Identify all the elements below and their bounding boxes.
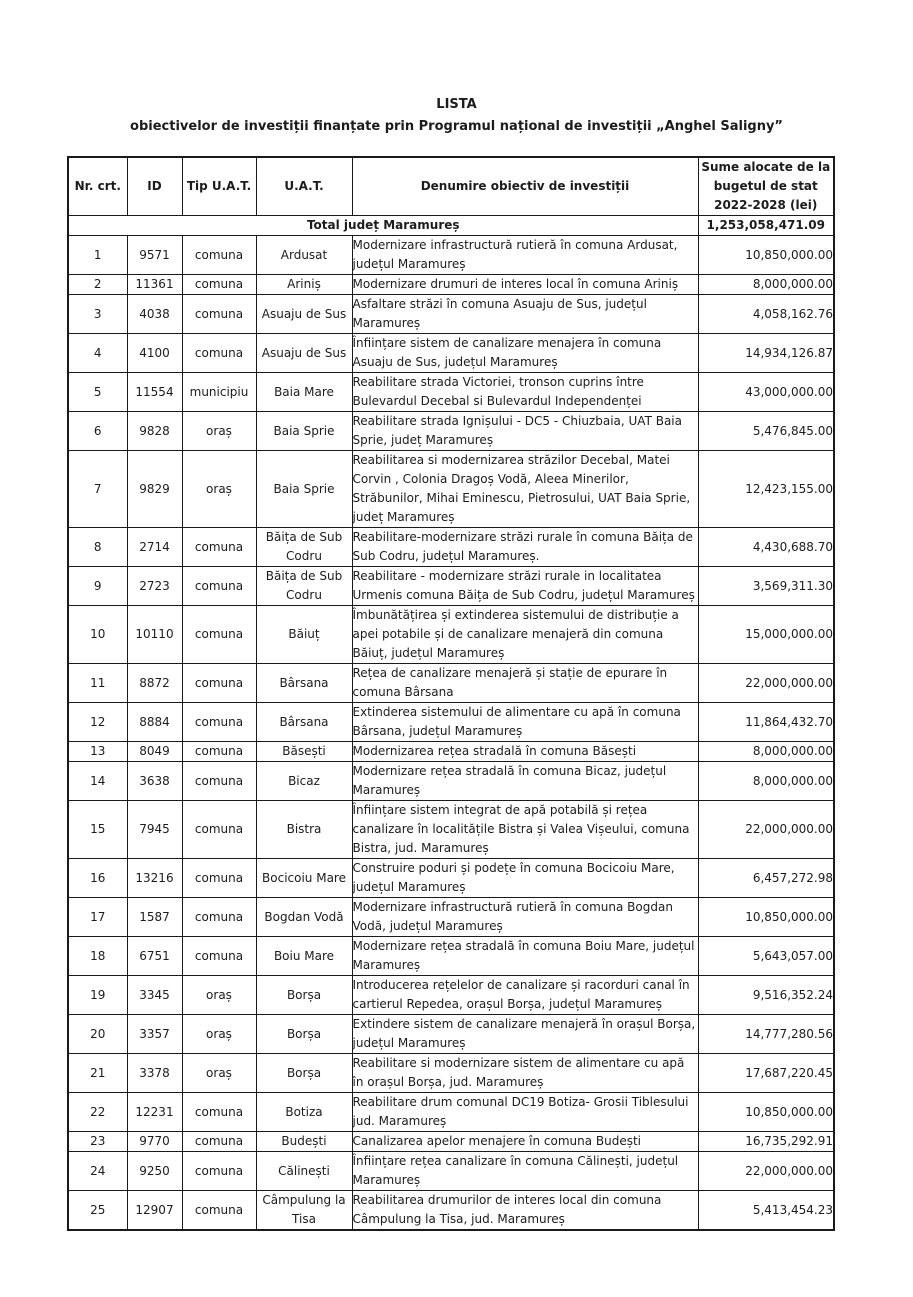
cell-id: 10110 <box>127 606 182 664</box>
cell-tip-uat: comuna <box>182 1191 256 1231</box>
table-row <box>68 976 834 1015</box>
cell-denumire: Reabilitarea drumurilor de interes local din comuna Câmpulung la Tisa, jud. Maramureș <box>352 1191 698 1231</box>
cell-tip-uat: comuna <box>182 275 256 295</box>
cell-tip-uat: comuna <box>182 1093 256 1132</box>
cell-tip-uat: oraș <box>182 1015 256 1054</box>
cell-id: 1587 <box>127 898 182 937</box>
cell-denumire: Înființare sistem de canalizare menajera în comuna Asuaju de Sus, județul Maramureș <box>352 334 698 373</box>
cell-suma: 22,000,000.00 <box>698 1152 834 1191</box>
cell-suma: 8,000,000.00 <box>698 275 834 295</box>
cell-suma: 15,000,000.00 <box>698 606 834 664</box>
cell-denumire: Reabilitare - modernizare străzi rurale in localitatea Urmenis comuna Băița de Sub Codru, județul Maramureș <box>352 567 698 606</box>
cell-id: 8872 <box>127 664 182 703</box>
cell-uat: Boiu Mare <box>256 937 352 976</box>
cell-uat: Borșa <box>256 976 352 1015</box>
col-header-denumire: Denumire obiectiv de investiții <box>352 157 698 216</box>
cell-tip-uat: oraș <box>182 451 256 528</box>
cell-uat: Bicaz <box>256 762 352 801</box>
cell-suma: 17,687,220.45 <box>698 1054 834 1093</box>
cell-uat: Ardusat <box>256 236 352 275</box>
cell-uat: Baia Mare <box>256 373 352 412</box>
cell-uat: Băsești <box>256 742 352 762</box>
cell-denumire: Extinderea sistemului de alimentare cu apă în comuna Bârsana, județul Maramureș <box>352 703 698 742</box>
cell-nr-crt: 1 <box>68 236 127 275</box>
cell-id: 9571 <box>127 236 182 275</box>
table-row <box>68 1152 834 1191</box>
cell-tip-uat: comuna <box>182 606 256 664</box>
cell-nr-crt: 12 <box>68 703 127 742</box>
cell-nr-crt: 22 <box>68 1093 127 1132</box>
table-row <box>68 334 834 373</box>
table-row <box>68 606 834 664</box>
table-row <box>68 412 834 451</box>
col-header-tip-uat: Tip U.A.T. <box>182 157 256 216</box>
cell-uat: Borșa <box>256 1015 352 1054</box>
cell-tip-uat: comuna <box>182 742 256 762</box>
col-header-uat: U.A.T. <box>256 157 352 216</box>
cell-suma: 12,423,155.00 <box>698 451 834 528</box>
cell-denumire: Construire poduri și podețe în comuna Bocicoiu Mare, județul Maramureș <box>352 859 698 898</box>
cell-denumire: Reabilitare si modernizare sistem de alimentare cu apă în orașul Borșa, jud. Maramureș <box>352 1054 698 1093</box>
cell-denumire: Reabilitare drum comunal DC19 Botiza- Grosii Tiblesului jud. Maramureș <box>352 1093 698 1132</box>
cell-nr-crt: 21 <box>68 1054 127 1093</box>
cell-suma: 5,413,454.23 <box>698 1191 834 1231</box>
col-header-id: ID <box>127 157 182 216</box>
table-row <box>68 295 834 334</box>
col-header-nr-crt: Nr. crt. <box>68 157 127 216</box>
cell-tip-uat: comuna <box>182 1132 256 1152</box>
cell-id: 9828 <box>127 412 182 451</box>
cell-id: 3345 <box>127 976 182 1015</box>
table-row <box>68 703 834 742</box>
cell-suma: 22,000,000.00 <box>698 801 834 859</box>
cell-uat: Bogdan Vodă <box>256 898 352 937</box>
cell-id: 8049 <box>127 742 182 762</box>
cell-uat: Budești <box>256 1132 352 1152</box>
cell-uat: Bistra <box>256 801 352 859</box>
header-row <box>68 157 834 216</box>
cell-uat: Botiza <box>256 1093 352 1132</box>
cell-uat: Călinești <box>256 1152 352 1191</box>
total-row <box>68 216 834 236</box>
cell-denumire: Introducerea rețelelor de canalizare și racorduri canal în cartierul Repedea, orașul Borșa, județul Maramureș <box>352 976 698 1015</box>
cell-nr-crt: 5 <box>68 373 127 412</box>
cell-suma: 16,735,292.91 <box>698 1132 834 1152</box>
cell-id: 9829 <box>127 451 182 528</box>
cell-id: 2714 <box>127 528 182 567</box>
cell-suma: 6,457,272.98 <box>698 859 834 898</box>
page-title: LISTA <box>436 97 477 112</box>
cell-id: 2723 <box>127 567 182 606</box>
cell-uat: Băița de Sub Codru <box>256 528 352 567</box>
cell-id: 3357 <box>127 1015 182 1054</box>
cell-id: 11361 <box>127 275 182 295</box>
cell-suma: 10,850,000.00 <box>698 898 834 937</box>
cell-suma: 8,000,000.00 <box>698 762 834 801</box>
cell-id: 11554 <box>127 373 182 412</box>
cell-nr-crt: 9 <box>68 567 127 606</box>
cell-tip-uat: comuna <box>182 898 256 937</box>
cell-id: 9250 <box>127 1152 182 1191</box>
cell-denumire: Modernizare infrastructură rutieră în comuna Ardusat, județul Maramureș <box>352 236 698 275</box>
cell-nr-crt: 7 <box>68 451 127 528</box>
cell-nr-crt: 8 <box>68 528 127 567</box>
cell-suma: 5,476,845.00 <box>698 412 834 451</box>
table-body <box>68 236 834 1231</box>
total-label: Total județ Maramureș <box>68 216 698 236</box>
cell-denumire: Îmbunătățirea și extinderea sistemului de distribuție a apei potabile și de canalizare menajeră din comuna Băiuț, județul Maramureș <box>352 606 698 664</box>
cell-id: 13216 <box>127 859 182 898</box>
cell-uat: Asuaju de Sus <box>256 295 352 334</box>
cell-uat: Baia Sprie <box>256 451 352 528</box>
cell-tip-uat: comuna <box>182 664 256 703</box>
cell-tip-uat: municipiu <box>182 373 256 412</box>
cell-tip-uat: comuna <box>182 528 256 567</box>
cell-suma: 4,430,688.70 <box>698 528 834 567</box>
cell-nr-crt: 3 <box>68 295 127 334</box>
cell-uat: Ariniș <box>256 275 352 295</box>
cell-id: 12231 <box>127 1093 182 1132</box>
cell-denumire: Înființare rețea canalizare în comuna Călinești, județul Maramureș <box>352 1152 698 1191</box>
cell-suma: 5,643,057.00 <box>698 937 834 976</box>
cell-tip-uat: comuna <box>182 236 256 275</box>
cell-id: 6751 <box>127 937 182 976</box>
cell-tip-uat: comuna <box>182 703 256 742</box>
table-row <box>68 451 834 528</box>
cell-tip-uat: oraș <box>182 976 256 1015</box>
cell-denumire: Rețea de canalizare menajeră și stație de epurare în comuna Bârsana <box>352 664 698 703</box>
table-row <box>68 859 834 898</box>
cell-uat: Câmpulung la Tisa <box>256 1191 352 1231</box>
cell-id: 3638 <box>127 762 182 801</box>
cell-suma: 43,000,000.00 <box>698 373 834 412</box>
cell-nr-crt: 20 <box>68 1015 127 1054</box>
cell-tip-uat: comuna <box>182 801 256 859</box>
cell-denumire: Canalizarea apelor menajere în comuna Budești <box>352 1132 698 1152</box>
cell-suma: 14,777,280.56 <box>698 1015 834 1054</box>
cell-denumire: Modernizare rețea stradală în comuna Boiu Mare, județul Maramureș <box>352 937 698 976</box>
cell-id: 4038 <box>127 295 182 334</box>
cell-uat: Băița de Sub Codru <box>256 567 352 606</box>
cell-denumire: Reabilitarea si modernizarea străzilor Decebal, Matei Corvin , Colonia Dragoș Vodă, Aleea Minerilor, Străbunilor, Mihai Eminescu, Pietrosului, UAT Baia Sprie, județ Maramureș <box>352 451 698 528</box>
cell-tip-uat: oraș <box>182 1054 256 1093</box>
cell-suma: 9,516,352.24 <box>698 976 834 1015</box>
table-row <box>68 236 834 275</box>
cell-nr-crt: 13 <box>68 742 127 762</box>
table-row <box>68 1132 834 1152</box>
cell-denumire: Reabilitare strada Ignișului - DC5 - Chiuzbaia, UAT Baia Sprie, județ Maramureș <box>352 412 698 451</box>
table-header <box>68 157 834 236</box>
table-row <box>68 528 834 567</box>
cell-suma: 11,864,432.70 <box>698 703 834 742</box>
cell-id: 9770 <box>127 1132 182 1152</box>
cell-denumire: Modernizare infrastructură rutieră în comuna Bogdan Vodă, județul Maramureș <box>352 898 698 937</box>
cell-id: 4100 <box>127 334 182 373</box>
cell-id: 7945 <box>127 801 182 859</box>
table-row <box>68 1191 834 1231</box>
total-value: 1,253,058,471.09 <box>698 216 834 236</box>
cell-suma: 10,850,000.00 <box>698 1093 834 1132</box>
cell-tip-uat: comuna <box>182 1152 256 1191</box>
cell-suma: 3,569,311.30 <box>698 567 834 606</box>
cell-nr-crt: 2 <box>68 275 127 295</box>
table-row <box>68 664 834 703</box>
cell-nr-crt: 16 <box>68 859 127 898</box>
cell-denumire: Reabilitare strada Victoriei, tronson cuprins între Bulevardul Decebal si Bulevardul Independenței <box>352 373 698 412</box>
table-row <box>68 373 834 412</box>
cell-suma: 14,934,126.87 <box>698 334 834 373</box>
cell-denumire: Reabilitare-modernizare străzi rurale în comuna Băița de Sub Codru, județul Maramureș. <box>352 528 698 567</box>
cell-uat: Bârsana <box>256 664 352 703</box>
cell-uat: Baia Sprie <box>256 412 352 451</box>
cell-nr-crt: 23 <box>68 1132 127 1152</box>
page-subtitle: obiectivelor de investiții finanțate prin Programul național de investiții „Anghel Saligny” <box>130 119 783 134</box>
investments-table <box>67 156 835 1231</box>
table-row <box>68 937 834 976</box>
table-row <box>68 762 834 801</box>
cell-id: 8884 <box>127 703 182 742</box>
cell-nr-crt: 14 <box>68 762 127 801</box>
cell-nr-crt: 17 <box>68 898 127 937</box>
cell-nr-crt: 24 <box>68 1152 127 1191</box>
cell-uat: Borșa <box>256 1054 352 1093</box>
cell-suma: 4,058,162.76 <box>698 295 834 334</box>
cell-nr-crt: 6 <box>68 412 127 451</box>
cell-denumire: Asfaltare străzi în comuna Asuaju de Sus, județul Maramureș <box>352 295 698 334</box>
cell-nr-crt: 19 <box>68 976 127 1015</box>
cell-suma: 10,850,000.00 <box>698 236 834 275</box>
cell-tip-uat: comuna <box>182 937 256 976</box>
cell-nr-crt: 11 <box>68 664 127 703</box>
cell-suma: 8,000,000.00 <box>698 742 834 762</box>
cell-nr-crt: 10 <box>68 606 127 664</box>
cell-tip-uat: comuna <box>182 567 256 606</box>
cell-uat: Asuaju de Sus <box>256 334 352 373</box>
cell-nr-crt: 15 <box>68 801 127 859</box>
cell-nr-crt: 18 <box>68 937 127 976</box>
cell-tip-uat: comuna <box>182 295 256 334</box>
table-row <box>68 801 834 859</box>
cell-uat: Bârsana <box>256 703 352 742</box>
table-row <box>68 742 834 762</box>
cell-nr-crt: 4 <box>68 334 127 373</box>
cell-id: 3378 <box>127 1054 182 1093</box>
cell-denumire: Extindere sistem de canalizare menajeră în orașul Borșa, județul Maramureș <box>352 1015 698 1054</box>
cell-tip-uat: comuna <box>182 334 256 373</box>
table-row <box>68 1054 834 1093</box>
table-row <box>68 1093 834 1132</box>
table-row <box>68 898 834 937</box>
cell-denumire: Modernizare rețea stradală în comuna Bicaz, județul Maramureș <box>352 762 698 801</box>
cell-uat: Bocicoiu Mare <box>256 859 352 898</box>
cell-denumire: Înființare sistem integrat de apă potabilă și rețea canalizare în localitățile Bistra și Valea Vișeului, comuna Bistra, jud. Maramureș <box>352 801 698 859</box>
cell-id: 12907 <box>127 1191 182 1231</box>
cell-tip-uat: comuna <box>182 762 256 801</box>
cell-tip-uat: comuna <box>182 859 256 898</box>
col-header-suma: Sume alocate de la bugetul de stat 2022-2028 (lei) <box>698 157 834 216</box>
table-row <box>68 1015 834 1054</box>
cell-uat: Băiuț <box>256 606 352 664</box>
cell-denumire: Modernizarea rețea stradală în comuna Băsești <box>352 742 698 762</box>
cell-denumire: Modernizare drumuri de interes local în comuna Ariniș <box>352 275 698 295</box>
table-row <box>68 567 834 606</box>
table-row <box>68 275 834 295</box>
cell-suma: 22,000,000.00 <box>698 664 834 703</box>
cell-nr-crt: 25 <box>68 1191 127 1231</box>
cell-tip-uat: oraș <box>182 412 256 451</box>
